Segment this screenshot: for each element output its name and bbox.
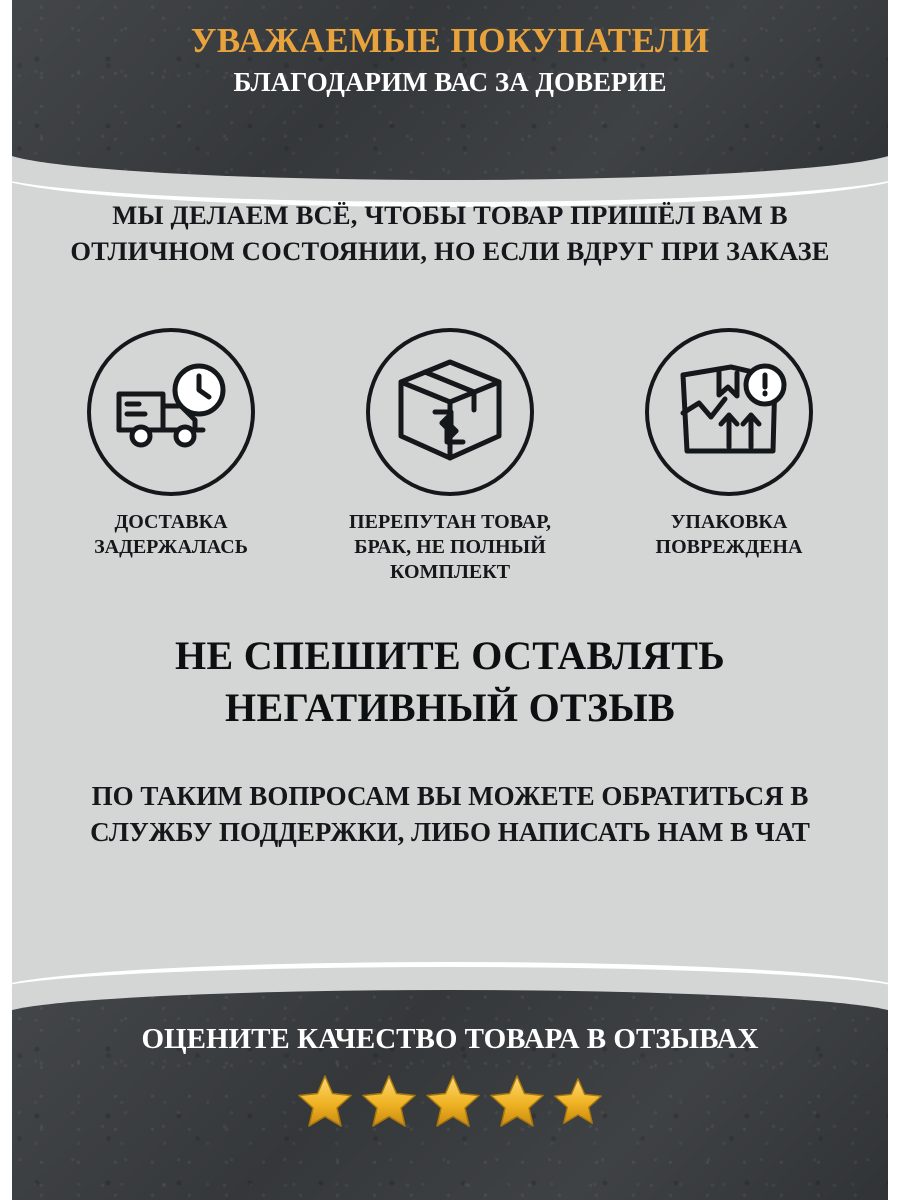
intro-text: МЫ ДЕЛАЕМ ВСЁ, ЧТОБЫ ТОВАР ПРИШЁЛ ВАМ В ОТЛИЧНОМ СОСТОЯНИИ, НО ЕСЛИ ВДРУГ ПРИ ЗАКАЗЕ	[70, 200, 830, 266]
icon-row	[40, 328, 860, 585]
header-block	[0, 22, 900, 98]
delivery-truck-clock-icon	[87, 328, 255, 496]
icon-item-delivery	[40, 328, 302, 560]
footer-block	[0, 1022, 900, 1129]
damaged-package-icon	[645, 328, 813, 496]
star-icon[interactable]	[360, 1073, 418, 1129]
star-icon[interactable]	[552, 1076, 604, 1126]
right-frame-bar	[888, 0, 900, 1200]
page-title: УВАЖАЕМЫЕ ПОКУПАТЕЛИ	[190, 21, 710, 60]
icon-caption-damaged: УПАКОВКА ПОВРЕЖДЕНА	[655, 511, 803, 558]
icon-caption-delivery: ДОСТАВКА ЗАДЕРЖАЛАСЬ	[94, 511, 248, 558]
box-return-arrow-icon	[366, 328, 534, 496]
header-subtitle: БЛАГОДАРИМ ВАС ЗА ДОВЕРИЕ	[233, 67, 667, 98]
star-icon[interactable]	[488, 1073, 546, 1129]
callout-text: НЕ СПЕШИТЕ ОСТАВЛЯТЬ НЕГАТИВНЫЙ ОТЗЫВ	[175, 633, 725, 730]
rating-stars[interactable]	[0, 1073, 900, 1129]
support-text: ПО ТАКИМ ВОПРОСАМ ВЫ МОЖЕТЕ ОБРАТИТЬСЯ В СЛУЖБУ ПОДДЕРЖКИ, ЛИБО НАПИСАТЬ НАМ В ЧАТ	[90, 781, 810, 848]
icon-caption-wrong-item: ПЕРЕПУТАН ТОВАР, БРАК, НЕ ПОЛНЫЙ КОМПЛЕКТ	[349, 511, 551, 583]
icon-item-damaged	[598, 328, 860, 560]
left-frame-bar	[0, 0, 12, 1200]
star-icon[interactable]	[296, 1073, 354, 1129]
star-icon[interactable]	[424, 1073, 482, 1129]
footer-text: ОЦЕНИТЕ КАЧЕСТВО ТОВАРА В ОТЗЫВАХ	[141, 1023, 759, 1055]
icon-item-wrong-item	[319, 328, 581, 585]
